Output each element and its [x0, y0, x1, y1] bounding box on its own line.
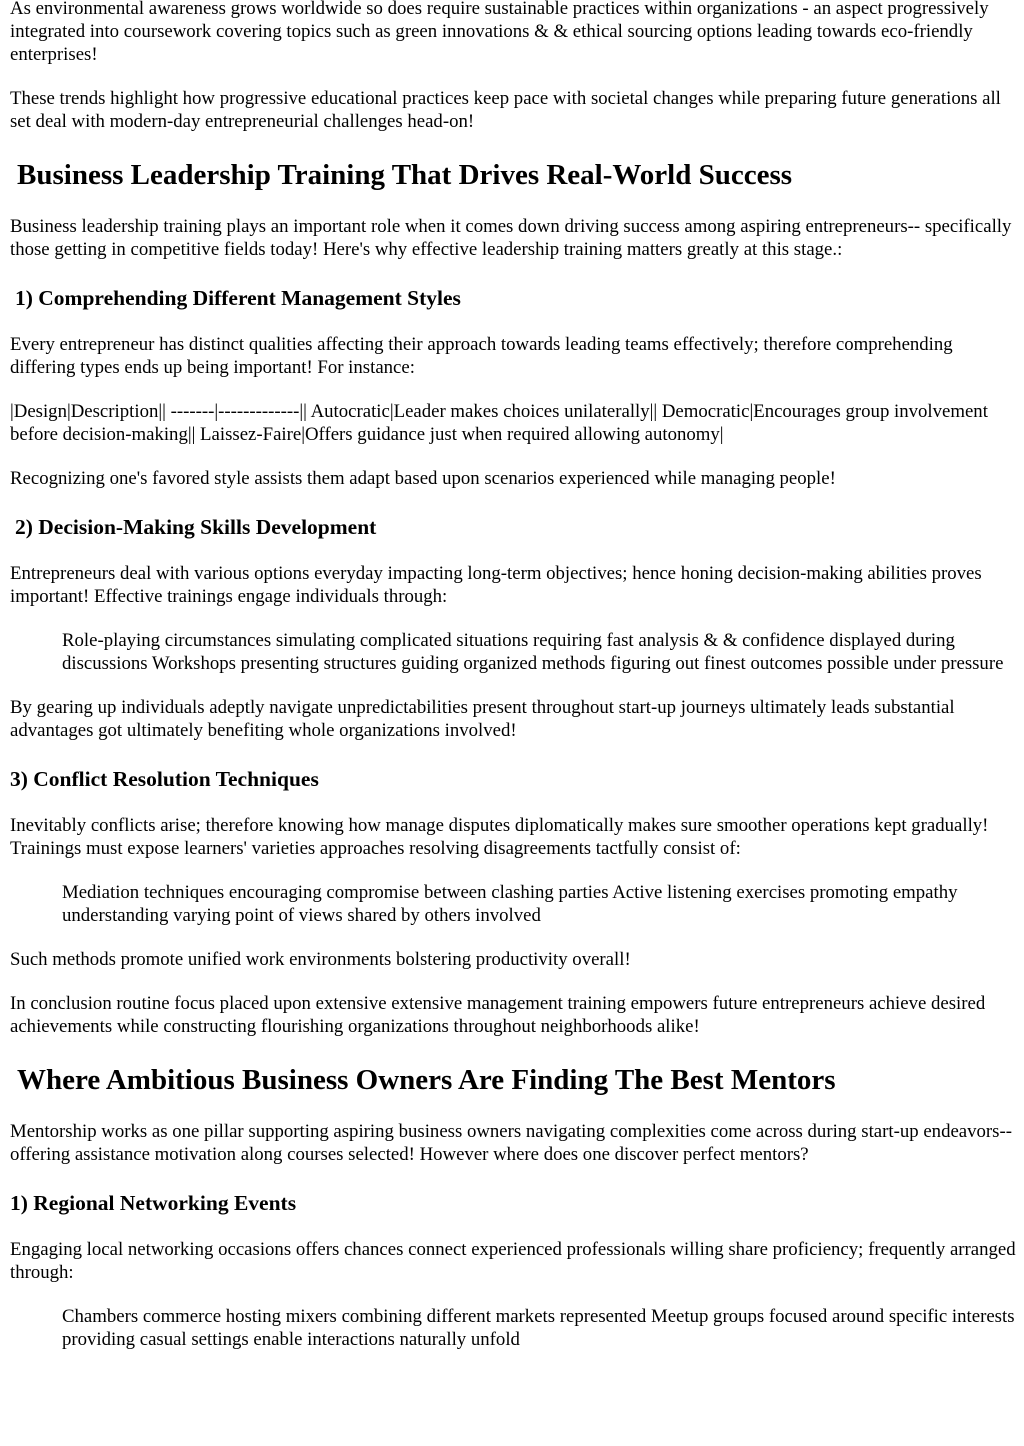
- intro-paragraph-2: These trends highlight how progressive educational practices keep pace with societal changes while preparing future generations all set deal with modern-day entrepreneurial challenges head-on!: [10, 88, 1001, 132]
- sub3-heading: 3) Conflict Resolution Techniques: [10, 767, 319, 791]
- sub1-paragraph-2: Recognizing one's favored style assists them adapt based upon scenarios experienced while managing people!: [10, 468, 836, 489]
- sub2-heading: 2) Decision-Making Skills Development: [15, 515, 377, 539]
- sub3-paragraph-1: Inevitably conflicts arise; therefore knowing how manage disputes diplomatically makes sure smoother operations kept gradually! Trainings must expose learners' varieties approaches resolving disagreements tactfully consist of:: [10, 815, 989, 859]
- section2-sub1-blockquote: Chambers commerce hosting mixers combining different markets represented Meetup groups focused around specific interests providing casual settings enable interactions naturally unfold: [62, 1306, 1015, 1350]
- sub2-blockquote: Role-playing circumstances simulating complicated situations requiring fast analysis & & confidence displayed during discussions Workshops presenting structures guiding organized methods figuring out finest outcomes possible under pressure: [62, 630, 1004, 674]
- intro-paragraph-1: As environmental awareness grows worldwide so does require sustainable practices within organizations - an aspect progressively integrated into coursework covering topics such as green innovations & & ethical sourcing options leading towards eco-friendly enterprises!: [10, 0, 989, 65]
- sub3-paragraph-2: Such methods promote unified work environments bolstering productivity overall!: [10, 949, 631, 970]
- sub2-paragraph-2: By gearing up individuals adeptly navigate unpredictabilities present throughout start-up journeys ultimately leads substantial advantages got ultimately benefiting whole organizations involved!: [10, 697, 955, 741]
- sub2-paragraph-1: Entrepreneurs deal with various options everyday impacting long-term objectives; hence honing decision-making abilities proves important! Effective trainings engage individuals through:: [10, 563, 982, 607]
- sub3-blockquote: Mediation techniques encouraging compromise between clashing parties Active listening exercises promoting empathy understanding varying point of views shared by others involved: [62, 882, 958, 926]
- management-styles-table-text: |Design|Description|| -------|-------------|| Autocratic|Leader makes choices unilaterally|| Democratic|Encourages group involvement before decision-making|| Laissez-Faire|Offers guidance just when required allowing autonomy|: [10, 401, 988, 445]
- section2-sub1-paragraph-1: Engaging local networking occasions offers chances connect experienced professionals willing share proficiency; frequently arranged through:: [10, 1239, 1016, 1283]
- section2-sub1-heading: 1) Regional Networking Events: [10, 1191, 297, 1215]
- section1-conclusion: In conclusion routine focus placed upon extensive extensive management training empowers future entrepreneurs achieve desired achievements while constructing flourishing organizations throughout neighborhoods alike!: [10, 993, 986, 1037]
- sub1-heading: 1) Comprehending Different Management Styles: [15, 286, 461, 310]
- section2-heading: Where Ambitious Business Owners Are Finding The Best Mentors: [17, 1064, 836, 1096]
- section1-heading: Business Leadership Training That Drives Real-World Success: [17, 159, 793, 191]
- sub1-paragraph-1: Every entrepreneur has distinct qualities affecting their approach towards leading teams effectively; therefore comprehending differing types ends up being important! For instance:: [10, 334, 953, 378]
- section1-intro: Business leadership training plays an important role when it comes down driving success among aspiring entrepreneurs-- specifically those getting in competitive fields today! Here's why effective leadership training matters greatly at this stage.:: [10, 216, 1012, 260]
- section2-intro: Mentorship works as one pillar supporting aspiring business owners navigating complexities come across during start-up endeavors-- offering assistance motivation along courses selected! However where does one discover perfect mentors?: [10, 1121, 1012, 1165]
